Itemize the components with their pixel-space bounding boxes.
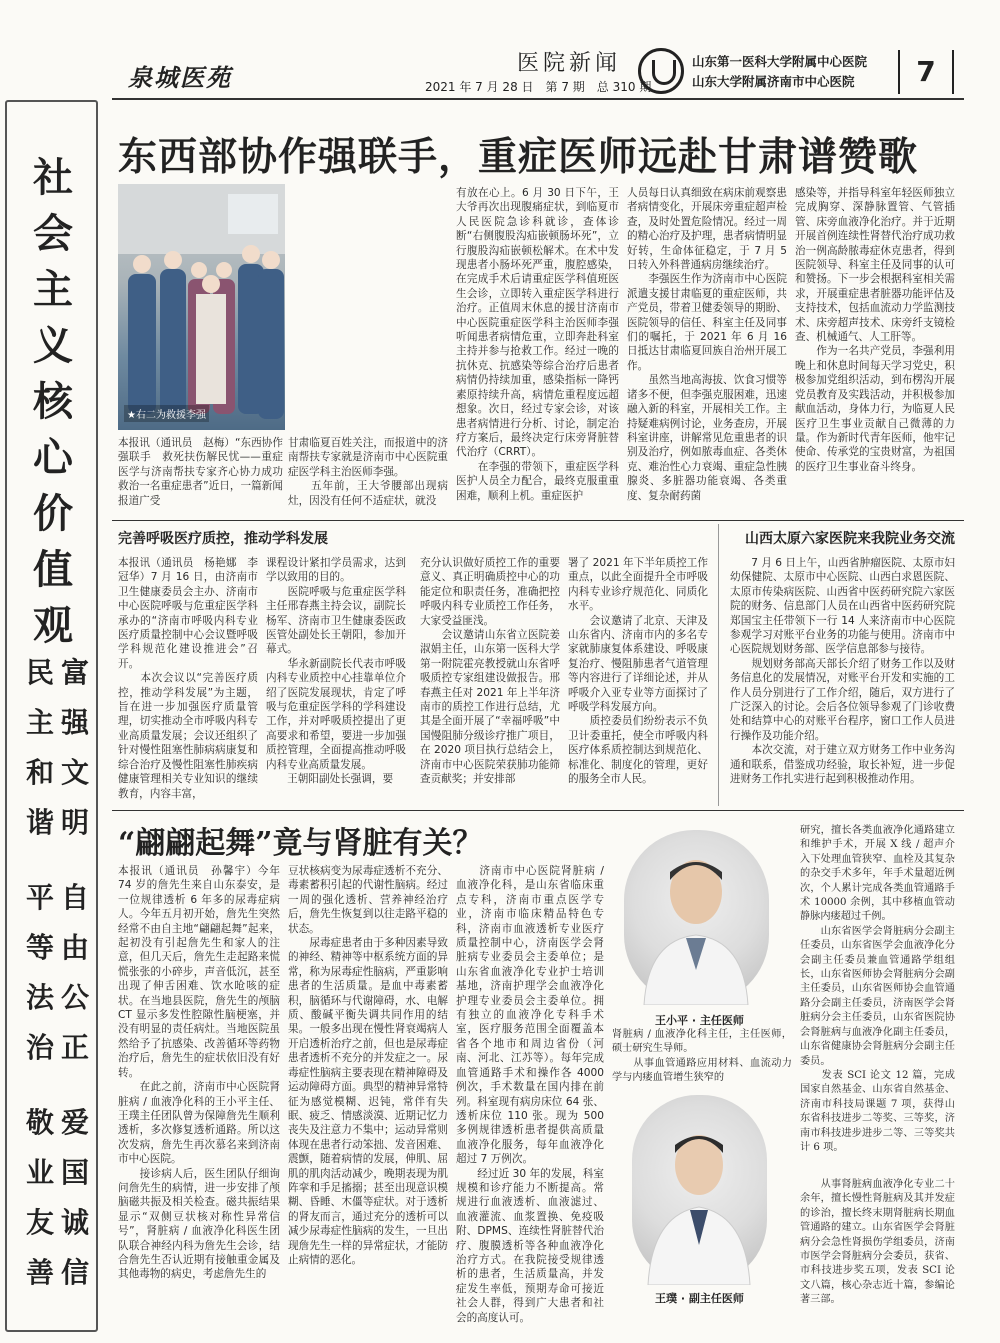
article4-col2: 豆状核病变为尿毒症透析不充分、毒素蓄积引起的代谢性脑病。经过一周的强化透析、营养神经治疗后，詹先生恢复到以往走路平稳的状态。 尿毒症患者由于多种因素导致的神经、精神等中枢系统方面的异常，称为尿毒症性脑病，严重影响患者的生活质量。是血中毒素蓄积，脑循环与代谢障碍，水、电解质、酸碱平衡失调共同作用的结果。一般多出现在慢性肾衰竭病人开启透析治疗之前，但也是尿毒症患者透析不充分的并发症之一。尿毒症性脑病主要表现在精神障碍及运动障碍方面。典型的精神异常特征为感觉模糊、迟钝，常伴有失眠、疲乏、情感淡漠、近期记忆力丧失及注意力不集中；运动异常则体现在患者行动笨拙、发音困难、震颤，随着病情的发展，伸肌、屈肌的肌肉活动减少，晚期表现为肌阵挛和手足搐搦；甚至出现意识模糊、昏睡、木僵等症状。对于透析的肾友而言，通过充分的透析可以减少尿毒症性脑病的发生，一旦出现詹先生一样的异常症状，才能防止病情的恶化。	[288, 865, 448, 1266]
divider-1	[112, 520, 964, 521]
article2-headline: 完善呼吸医疗质控，推动学科发展	[118, 531, 328, 547]
article1-col2: 甘肃临夏百姓关注，而报道中的济南帮扶专家就是济南市中心医院重症医学科主治医师李强。 五年前，王大爷腰部出现病灶，因没有任何不适症状，就没	[288, 437, 448, 507]
core-values-title: 社会主义核心价值观	[33, 154, 73, 649]
masthead-rule	[112, 98, 964, 100]
article1-col1: 本报讯（通讯员 赵梅）“东西协作强联手 救死扶伤解民忧——重症医学与济南帮扶专家齐心协力成功救治一名重症患者”近日，一篇新闻报道广受	[118, 437, 283, 507]
doctor1-portrait	[624, 830, 769, 1005]
article4-headline: “翩翩起舞”竟与肾脏有关？	[118, 826, 483, 861]
article4-col3: 济南市中心医院肾脏病 / 血液净化科，是山东省临床重点专科，济南市重点医学专业，济南市临床精品特色专科，济南市血液透析专业医疗质量控制中心，济南医学会肾脏病专业委员会主委单位；是山东省血液净化专业护士培训基地，济南护理学会血液净化护理专业委员会主委单位。拥有独立的血液净化专科手术室，医疗服务范围全面覆盖本省各个地市和周边省份（河南、河北、江苏等）。每年完成血管通路手术和操作各 4000 例次，手术数量在国内排在前列。科室现有病房床位 64 张、透析床位 110 张。现为 500 多例规律透析患者提供高质量血液净化服务，每年血液净化超过 7 万例次。 经过近 30 年的发展，科室规模和诊疗能力不断提高。常规进行血液透析、血液滤过、血液灌流、血浆置换、免疫吸附、DPMS、连续性肾脏替代治疗、腹膜透析等各种血液净化治疗方式。在我院接受规律透析的患者，生活质量高，并发症发生率低，预期寿命可接近社会人群，得到广大患者和社会的高度认可。	[456, 865, 604, 1324]
slogan-col-3b: 爱国 诚信	[60, 1106, 89, 1289]
doctor1-bio-more: 研究，擅长各类血液净化通路建立和维护手术，开展 X 线 / 超声介入下处理血管狭窄、血栓及其复杂的杂交手术多年，年手术量超近例次，个人累计完成各类血管通路手术 10000 余例，其中移植血管动静脉内瘘超过千例。 山东省医学会肾脏病分会副主任委员，山东省医学会血液净化分会副主任委员兼血管通路学组组长，山东省医师协会肾脏病分会副主任委员，山东省医师协会血管通路分会副主任委员，济南医学会肾脏病分会主任委员，山东省医院协会肾脏病与血液净化副主任委员，山东省健康协会肾脏病分会副主任委员。 发表 SCI 论文 12 篇，完成国家自然基金、山东省自然基金、济南市科技局课题 7 项，获得山东省科技进步二等奖、三等奖，济南市科技进步进步二等、三等奖共计 6 项。	[800, 825, 955, 1153]
slogan-col-1b: 富强 文明	[60, 656, 89, 839]
issue-info: 2021 年 7 月 28 日 第 7 期 总 310 期	[425, 80, 652, 94]
hospital-name-line2: 山东大学附属济南市中心医院	[692, 74, 855, 89]
divider-2	[718, 524, 719, 806]
doctor2-name: 王璞 · 副主任医师	[655, 1292, 744, 1305]
hospital-name-line1: 山东第一医科大学附属中心医院	[692, 54, 868, 69]
doctor2-portrait	[632, 1095, 767, 1285]
doctor2-figure-icon	[632, 1095, 767, 1285]
page-number: 7	[898, 50, 954, 94]
article3-body: 7 月 6 日上午，山西省肿瘤医院、太原市妇幼保健院、太原市中心医院、山西白求恩医院、太原市传染病医院、山西省中医药研究院六家医院的财务、信息部门人员在山西省中医药研究院郑国宝主任带领下一行 14 人来济南市中心医院参观学习对账平台业务的功能与使用。济南市中心医院规划财务部、医学信息部参与接待。 规划财务部高天部长介绍了财务工作以及财务信息化的发展情况，对账平台开发和实施的工作人员分别进行了工作介绍，随后，双方进行了广泛深入的讨论。会后各位领导参观了门诊收费处和结算中心的对账平台程序，窗口工作人员进行操作及功能介绍。 本次交流，对于建立双方财务工作中业务沟通和联系，借鉴成功经验，取长补短，进一步促进财务工作扎实进行起到积极推动作用。	[730, 557, 955, 786]
article3-headline: 山西太原六家医院来我院业务交流	[745, 531, 955, 547]
doctor2-bio: 从事肾脏病血液净化专业二十余年，擅长慢性肾脏病及其并发症的诊治，擅长终末期肾脏病长期血管通路的建立。山东省医学会肾脏病分会急性肾损伤学组委员，济南市医学会肾脏病分会委员，获省、市科技进步奖五项，发表 SCI 论文八篇，核心杂志近十篇，参编论著三部。	[800, 1179, 955, 1306]
article2-col1: 本报讯（通讯员 杨艳娜 李冠华）7 月 16 日，由济南市卫生健康委员会主办、济南市中心医院呼吸与危重症医学科承办的“济南市呼吸内科专业医疗质量控制中心会议暨呼吸学科规范化建设推进会”召开。 本次会议以“完善医疗质控，推动学科发展”为主题，旨在进一步加强医疗质量管理，切实推动全市呼吸内科专业高质量发展；会议还组织了针对慢性阻塞性肺病病康复和综合治疗及慢性阻塞性肺疾病健康管理相关专业知识的继续教育，内容丰富，	[118, 557, 258, 800]
slogan-col-2a: 平等 法治	[25, 881, 54, 1064]
article2-col2: 课程设计紧扣学员需求，达到学以致用的目的。 医院呼吸与危重症医学科主任邢春燕主持会议，副院长杨军、济南市卫生健康委医政医管处副处长王朝阳，参加开幕式。 华永新副院长代表市呼吸内科专业质控中心挂靠单位介绍了医院发展现状，肯定了呼吸与危重症医学科的学科建设工作，并对呼吸质控提出了更高要求和希望，要进一步加强质控管理，全面提高推动呼吸内科专业高质量发展。 王朝阳副处长强调，要	[266, 557, 406, 786]
article1-col3: 有放在心上。6 月 30 日下午，王大爷再次出现腹痛症状，到临夏市人民医院急诊科就诊，查体诊断“右侧腹股沟疝嵌顿肠坏死”，立行腹股沟疝嵌顿松解术。在术中发现患者小肠坏死严重，腹腔感染，在完成手术后请重症医学科值班医生会诊，立即转入重症医学科进行治疗。正值周末休息的援甘济南市中心医院重症医学科主治医师李强听闻患者病情危重，立即奔赴科室主持并参与抢救工作。经过一晚的抗休克、抗感染等综合治疗后患者病情仍持续加重，感染指标一降钙素原持续升高，病情危重程度远超想象。次日，经过专家会诊，对该患者病情进行分析、讨论，制定治疗方案后，最终决定行床旁肾脏替代治疗（CRRT）。 在李强的带领下，重症医学科医护人员全力配合，最终克服重重困难，顺利上机。重症医护	[456, 187, 619, 502]
article2-col4: 署了 2021 年下半年质控工作重点，以此全面提升全市呼吸内科专业诊疗规范化、同质化水平。 会议邀请了北京、天津及山东省内、济南市内的多名专家就肺康复体系建设、呼吸康复治疗、慢阻肺患者气道管理等内容进行了详细论述，并从呼吸介入亚专业等方面探讨了呼吸学科发展方向。 质控委员们纷纷表示不负卫计委重托，使全市呼吸内科医疗体系质控制达到规范化、标准化、制度化的管理，更好的服务全市人民。	[568, 557, 708, 786]
section-name: 医院新闻	[517, 51, 622, 76]
column-name: 泉城医苑	[128, 63, 232, 92]
doctor1-bio: 肾脏病 / 血液净化科主任，主任医师，硕士研究生导师。 从事血管通路应用材料、血流动力学与内瘘血管增生狭窄的	[612, 1029, 792, 1084]
photo-caption: ★右二为救援李强	[124, 405, 209, 422]
doctor1-name: 王小平 · 主任医师	[655, 1014, 744, 1027]
hospital-name	[692, 52, 867, 92]
divider-3	[112, 810, 964, 811]
team-figures-icon	[118, 184, 285, 430]
article1-col5: 感染等，并指导科室年轻医师独立完成胸穿、深静脉置管、气管插管、床旁血液净化治疗。并于近期开展首例连续性肾替代治疗成功救治一例高龄脓毒症休克患者，得到医院领导、科室主任及同事的认可和赞扬。下一步会根据科室相关需求，开展重症患者脏器功能评估及支持技术，包括血流动力学监测技术、床旁超声技术、床旁纤支镜检查、机械通气、人工肝等。 作为一名共产党员，李强利用晚上和休息时间每天学习党史，积极参加党组织活动，到布楞沟开展党员教育及实践活动，并积极参加献血活动，身体力行，为临夏人民医疗卫生事业贡献自己微薄的力量。作为新时代青年医师，他牢记使命、传承党的宝贵财富，为祖国的医疗卫生事业奋斗终身。	[795, 187, 955, 473]
article1-col4: 人员每日认真细致在病床前观察患者病情变化，开展床旁重症超声检查，及时处置危险情况。经过一周的精心治疗及护理，患者病情明显好转，生命体征稳定，于 7 月 5 日转入外科普通病房继续治疗。 李强医生作为济南市中心医院派遣支援甘肃临夏的重症医师，共产党员，带着卫健委领导的期盼、医院领导的信任、科室主任及同事们的嘱托，于 2021 年 6 月 16 日抵达甘肃临夏回族自治州开展工作。 虽然当地高海拔、饮食习惯等诸多不便，但李强克服困难，迅速融入新的科室，开展相关工作。主持疑难病例讨论，业务查房，开展科室讲座，讲解常见危重患者的识别及治疗，例如脓毒血症、各类休克、难治性心力衰竭、重症急性胰腺炎、多脏器功能衰竭、各类重度、复杂耐药菌	[627, 187, 787, 502]
medical-team-photo	[118, 184, 285, 430]
article2-col3: 充分认识做好质控工作的重要意义、真正明确质控中心的功能定位和职责任务，准确把控呼吸内科专业质控工作任务，大家受益匪浅。 会议邀请山东省立医院姜淑娟主任，山东第一医科大学第一附院霍亮教授就山东省呼吸质控专家组建设做报告。邢春燕主任对 2021 年上半年济南市的质控工作进行总结，尤其是全面开展了“幸福呼吸”中国慢阻肺分级诊疗推广项目，在 2020 项目执行总结会上，济南市中心医院荣获肺功能筛查贡献奖；并安排部	[420, 557, 560, 786]
doctor1-figure-icon	[624, 830, 769, 1005]
slogan-col-3a: 敬业 友善	[25, 1106, 54, 1289]
article1-headline: 东西部协作强联手，重症医师远赴甘肃谱赞歌	[118, 134, 919, 180]
article4-col1: 本报讯（通讯员 孙馨宇）今年 74 岁的詹先生来自山东泰安，是一位规律透析 6 年多的尿毒症病人。今年五月初开始，詹先生突然经常不由自主地“翩翩起舞”起来，起初没有引起詹先生和家人的注意，但几天后，詹先生走起路来慌慌张张的小碎步，声音低沉，甚至出现了伸舌困难、饮水呛咳的症状。在当地县医院，詹先生的颅脑 CT 显示多发性腔隙性脑梗塞，并没有明显的责任病灶。当地医院虽然给予了抗感染、改善循环等药物治疗后，詹先生的症状依旧没有好转。 在此之前，济南市中心医院肾脏病 / 血液净化科的王小平主任、王璞主任团队曾为保障詹先生顺利透析，多次修复透析通路。所以这次发病，詹先生再次慕名来到济南市中心医院。 接诊病人后，医生团队仔细询问詹先生的病情，进一步安排了颅脑磁共振及相关检查。磁共振结果显示“双侧豆状核对称性异常信号”，肾脏病 / 血液净化科医生团队联合神经内科为詹先生会诊，结合詹先生否认近期有接触重金属及其他毒物的病史，考虑詹先生的	[118, 865, 280, 1281]
slogan-col-1a: 民主 和谐	[25, 656, 54, 839]
slogan-col-2b: 自由 公正	[60, 881, 89, 1064]
hospital-logo-icon	[638, 48, 684, 94]
